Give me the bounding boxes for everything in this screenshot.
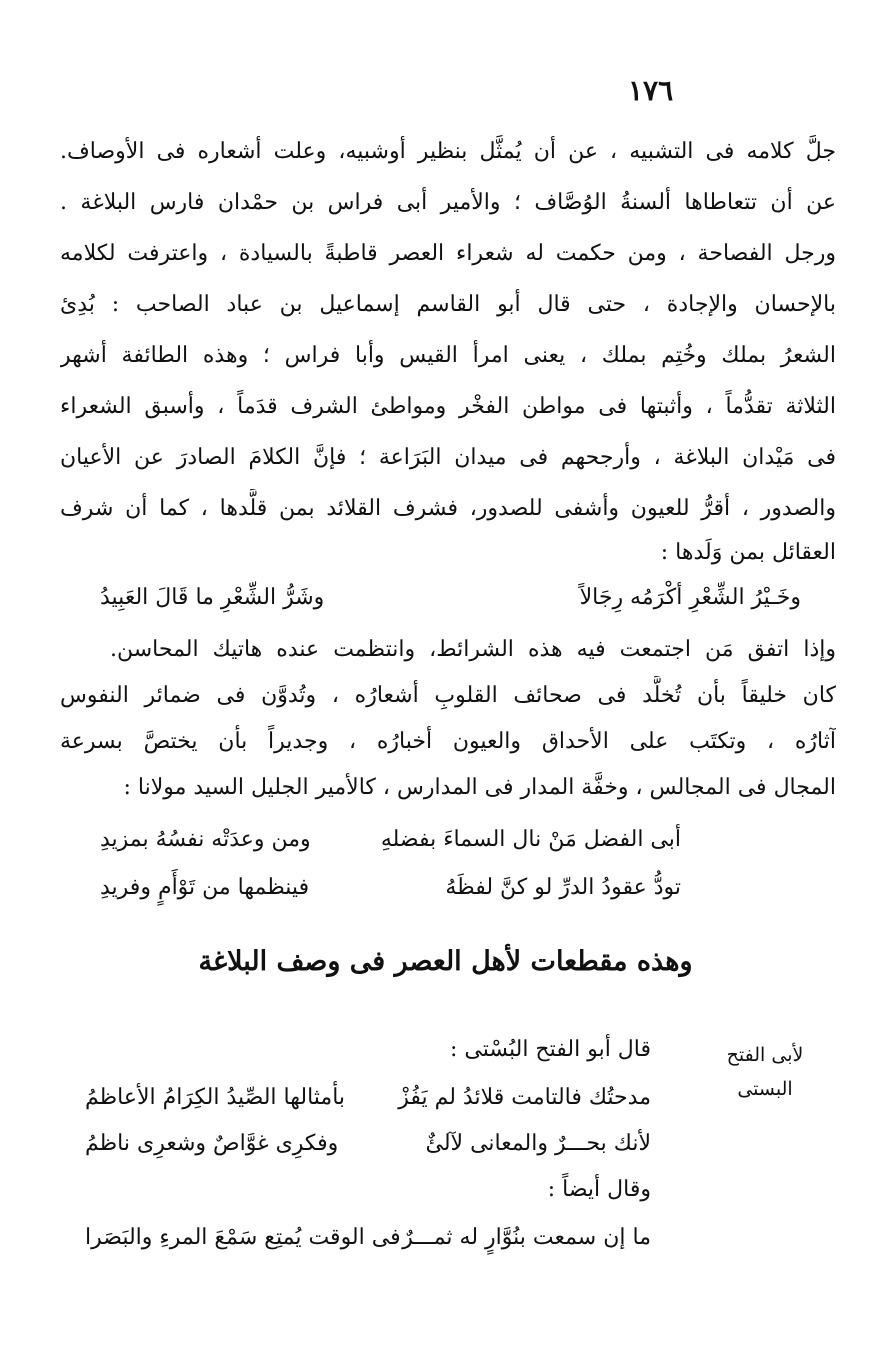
verse-second-hemistich: فينظمها من تَوْأَمٍ وفريدِ [100, 875, 310, 900]
prose-line: عن أن تتعاطاها ألسنةُ الوُصَّاف ؛ والأمير أبى فراس بن حمْدان فارس البلاغة . [60, 190, 836, 215]
section-heading: وهذه مقطعات لأهل العصر فى وصف البلاغة [198, 946, 693, 977]
verse-first-hemistich: تودُّ عقودُ الدرِّ لو كنَّ لفظَهُ [445, 875, 681, 900]
verse-first-hemistich: مدحتُك فالتامت قلائدُ لم يَفُزْ [398, 1085, 651, 1110]
prose-line: ورجل الفصاحة ، ومن حكمت له شعراء العصر قاطبةً بالسيادة ، واعترفت لكلامه [60, 241, 836, 266]
verse-second-hemistich: وفكرِى غوَّاصٌ وشعرِى ناظمُ [85, 1131, 339, 1156]
verse-second-hemistich: فى الوقت يُمتِع سَمْعَ المرءِ والبَصَرا [85, 1225, 401, 1250]
verse-first-hemistich: ما إن سمعت بنُوَّارٍ له ثمـــرٌ [402, 1225, 651, 1250]
prose-line: العقائل بمن وَلَدها : [660, 540, 836, 565]
verse-first-hemistich: وخَـيْرُ الشِّعْرِ أكْرَمُه رِجَالاً [579, 585, 801, 610]
verse-line [100, 868, 681, 908]
verse-first-hemistich: أبى الفضل مَنْ نال السماءَ بفضلهِ [380, 827, 681, 852]
prose-line: جلَّ كلامه فى التشبيه ، عن أن يُمثَّل بنظير أوشبيه، وعلت أشعاره فى الأوصاف. [60, 139, 836, 164]
verse-line [100, 820, 681, 860]
verse-first-hemistich: لأنك بحـــرٌ والمعانى لآلئٌ [425, 1131, 651, 1156]
verse-line [85, 1124, 651, 1164]
verse-line [85, 1078, 651, 1118]
verse-second-hemistich: ومن وعدَتْه نفسُهُ بمزيدِ [100, 827, 311, 852]
prose-line: بالإحسان والإجادة ، حتى قال أبو القاسم إسماعيل بن عباد الصاحب : بُدِئ [60, 292, 836, 317]
margin-note-line: البستى [737, 1078, 793, 1100]
verse-second-hemistich: وشَرُّ الشِّعْرِ ما قَالَ العَبِيدُ [100, 585, 325, 610]
verse-second-hemistich: بأمثالها الصِّيدُ الكِرَامُ الأعاظمُ [85, 1085, 346, 1110]
prose-line: المجال فى المجالس ، وخفَّة المدار فى المدارس ، كالأمير الجليل السيد مولانا : [123, 775, 836, 800]
margin-note-line: لأبى الفتح [726, 1044, 804, 1066]
verse-line [90, 578, 801, 618]
poem-intro: وقال أيضاً : [547, 1177, 651, 1202]
prose-line: والصدور ، أقرُّ للعيون وأشفى للصدور، فشرف القلائد بمن قلَّدها ، كما أن شرف [60, 496, 836, 521]
page-number: ١٧٦ [628, 74, 674, 107]
prose-line: فى مَيْدان البلاغة ، وأرجحهم فى ميدان البَرَاعة ؛ فإنَّ الكلامَ الصادرَ عن الأعيان [60, 445, 836, 470]
verse-line [85, 1218, 651, 1258]
prose-line: وإذا اتفق مَن اجتمعت فيه هذه الشرائط، وانتظمت عنده هاتيك المحاسن. [110, 637, 836, 662]
prose-line: كان خليقاً بأن تُخلَّد فى صحائف القلوبِ أشعارُه ، وتُدوَّن فى ضمائر النفوس [60, 683, 836, 708]
prose-line: آثارُه ، وتكتَب على الأحداق والعيون أخبارُه ، وجديراً بأن يختصَّ بسرعة [60, 729, 836, 754]
poem-intro: قال أبو الفتح البُسْتى : [449, 1037, 651, 1062]
prose-line: الشعرُ بملك وخُتِم بملك ، يعنى امرأ القيس وأبا فراس ؛ وهذه الطائفة أشهر [60, 343, 836, 368]
prose-line: الثلاثة تقدُّماً ، وأثبتها فى مواطن الفخْر ومواطئ الشرف قدَماً ، وأسبق الشعراء [60, 394, 836, 419]
margin-note [705, 1038, 825, 1106]
